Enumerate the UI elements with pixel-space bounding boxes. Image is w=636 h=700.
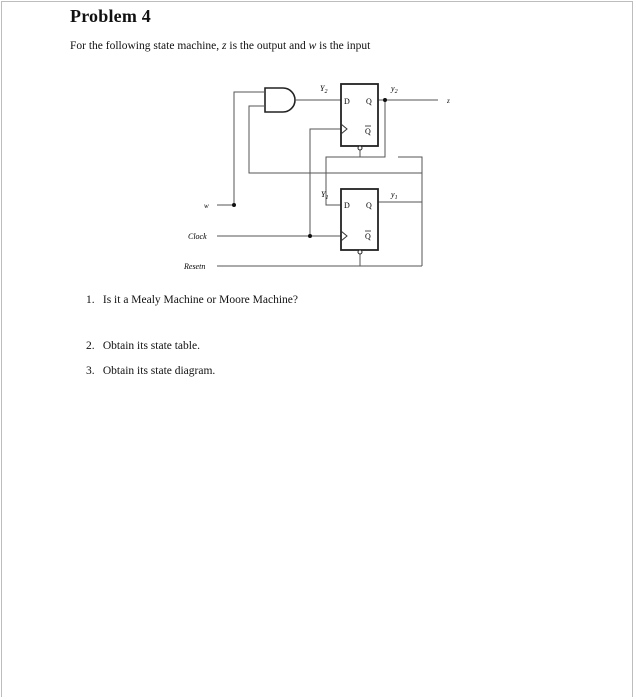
flip-flop-2 bbox=[341, 84, 378, 150]
question-2 bbox=[86, 340, 200, 352]
question-text: Obtain its state diagram. bbox=[102, 365, 216, 377]
ff2-d-label: D bbox=[344, 97, 350, 106]
junction-y2 bbox=[383, 98, 387, 102]
label-y2: $y_2$ bbox=[391, 84, 398, 95]
intro-text-3: is the input bbox=[316, 40, 371, 52]
question-number: 1. bbox=[86, 294, 95, 306]
ff2-q-label: Q bbox=[366, 97, 372, 106]
label-z: z bbox=[447, 97, 450, 105]
intro-text-1: For the following state machine, bbox=[70, 40, 223, 52]
flip-flop-1 bbox=[341, 189, 378, 254]
question-3 bbox=[86, 365, 215, 377]
label-y1: $y_1$ bbox=[391, 190, 398, 201]
label-resetn: Resetn bbox=[184, 262, 206, 271]
circuit-diagram bbox=[0, 0, 636, 300]
label-Y1: $Y_1$ bbox=[321, 190, 329, 201]
question-text: Obtain its state table. bbox=[102, 340, 200, 352]
ff2-qbar-label: Q bbox=[365, 127, 371, 136]
junction-clock bbox=[308, 234, 312, 238]
question-number: 3. bbox=[86, 365, 95, 377]
wire-y1-feedback bbox=[249, 106, 422, 202]
intro-var-w: w bbox=[308, 40, 317, 52]
label-Y2: $Y_2$ bbox=[320, 84, 328, 95]
intro-text-2: is the output and bbox=[226, 40, 309, 52]
problem-title: Problem 4 bbox=[70, 6, 151, 26]
ff1-q-label: Q bbox=[366, 201, 372, 210]
intro-var-z: z bbox=[222, 40, 227, 52]
and-gate bbox=[265, 88, 295, 112]
junction-w bbox=[232, 203, 236, 207]
question-text: Is it a Mealy Machine or Moore Machine? bbox=[102, 294, 298, 306]
question-1 bbox=[86, 294, 298, 306]
ff1-qbar-label: Q bbox=[365, 232, 371, 241]
question-number: 2. bbox=[86, 340, 95, 352]
label-clock: Clock bbox=[188, 232, 207, 241]
ff1-d-label: D bbox=[344, 201, 350, 210]
label-w: w bbox=[204, 202, 209, 210]
